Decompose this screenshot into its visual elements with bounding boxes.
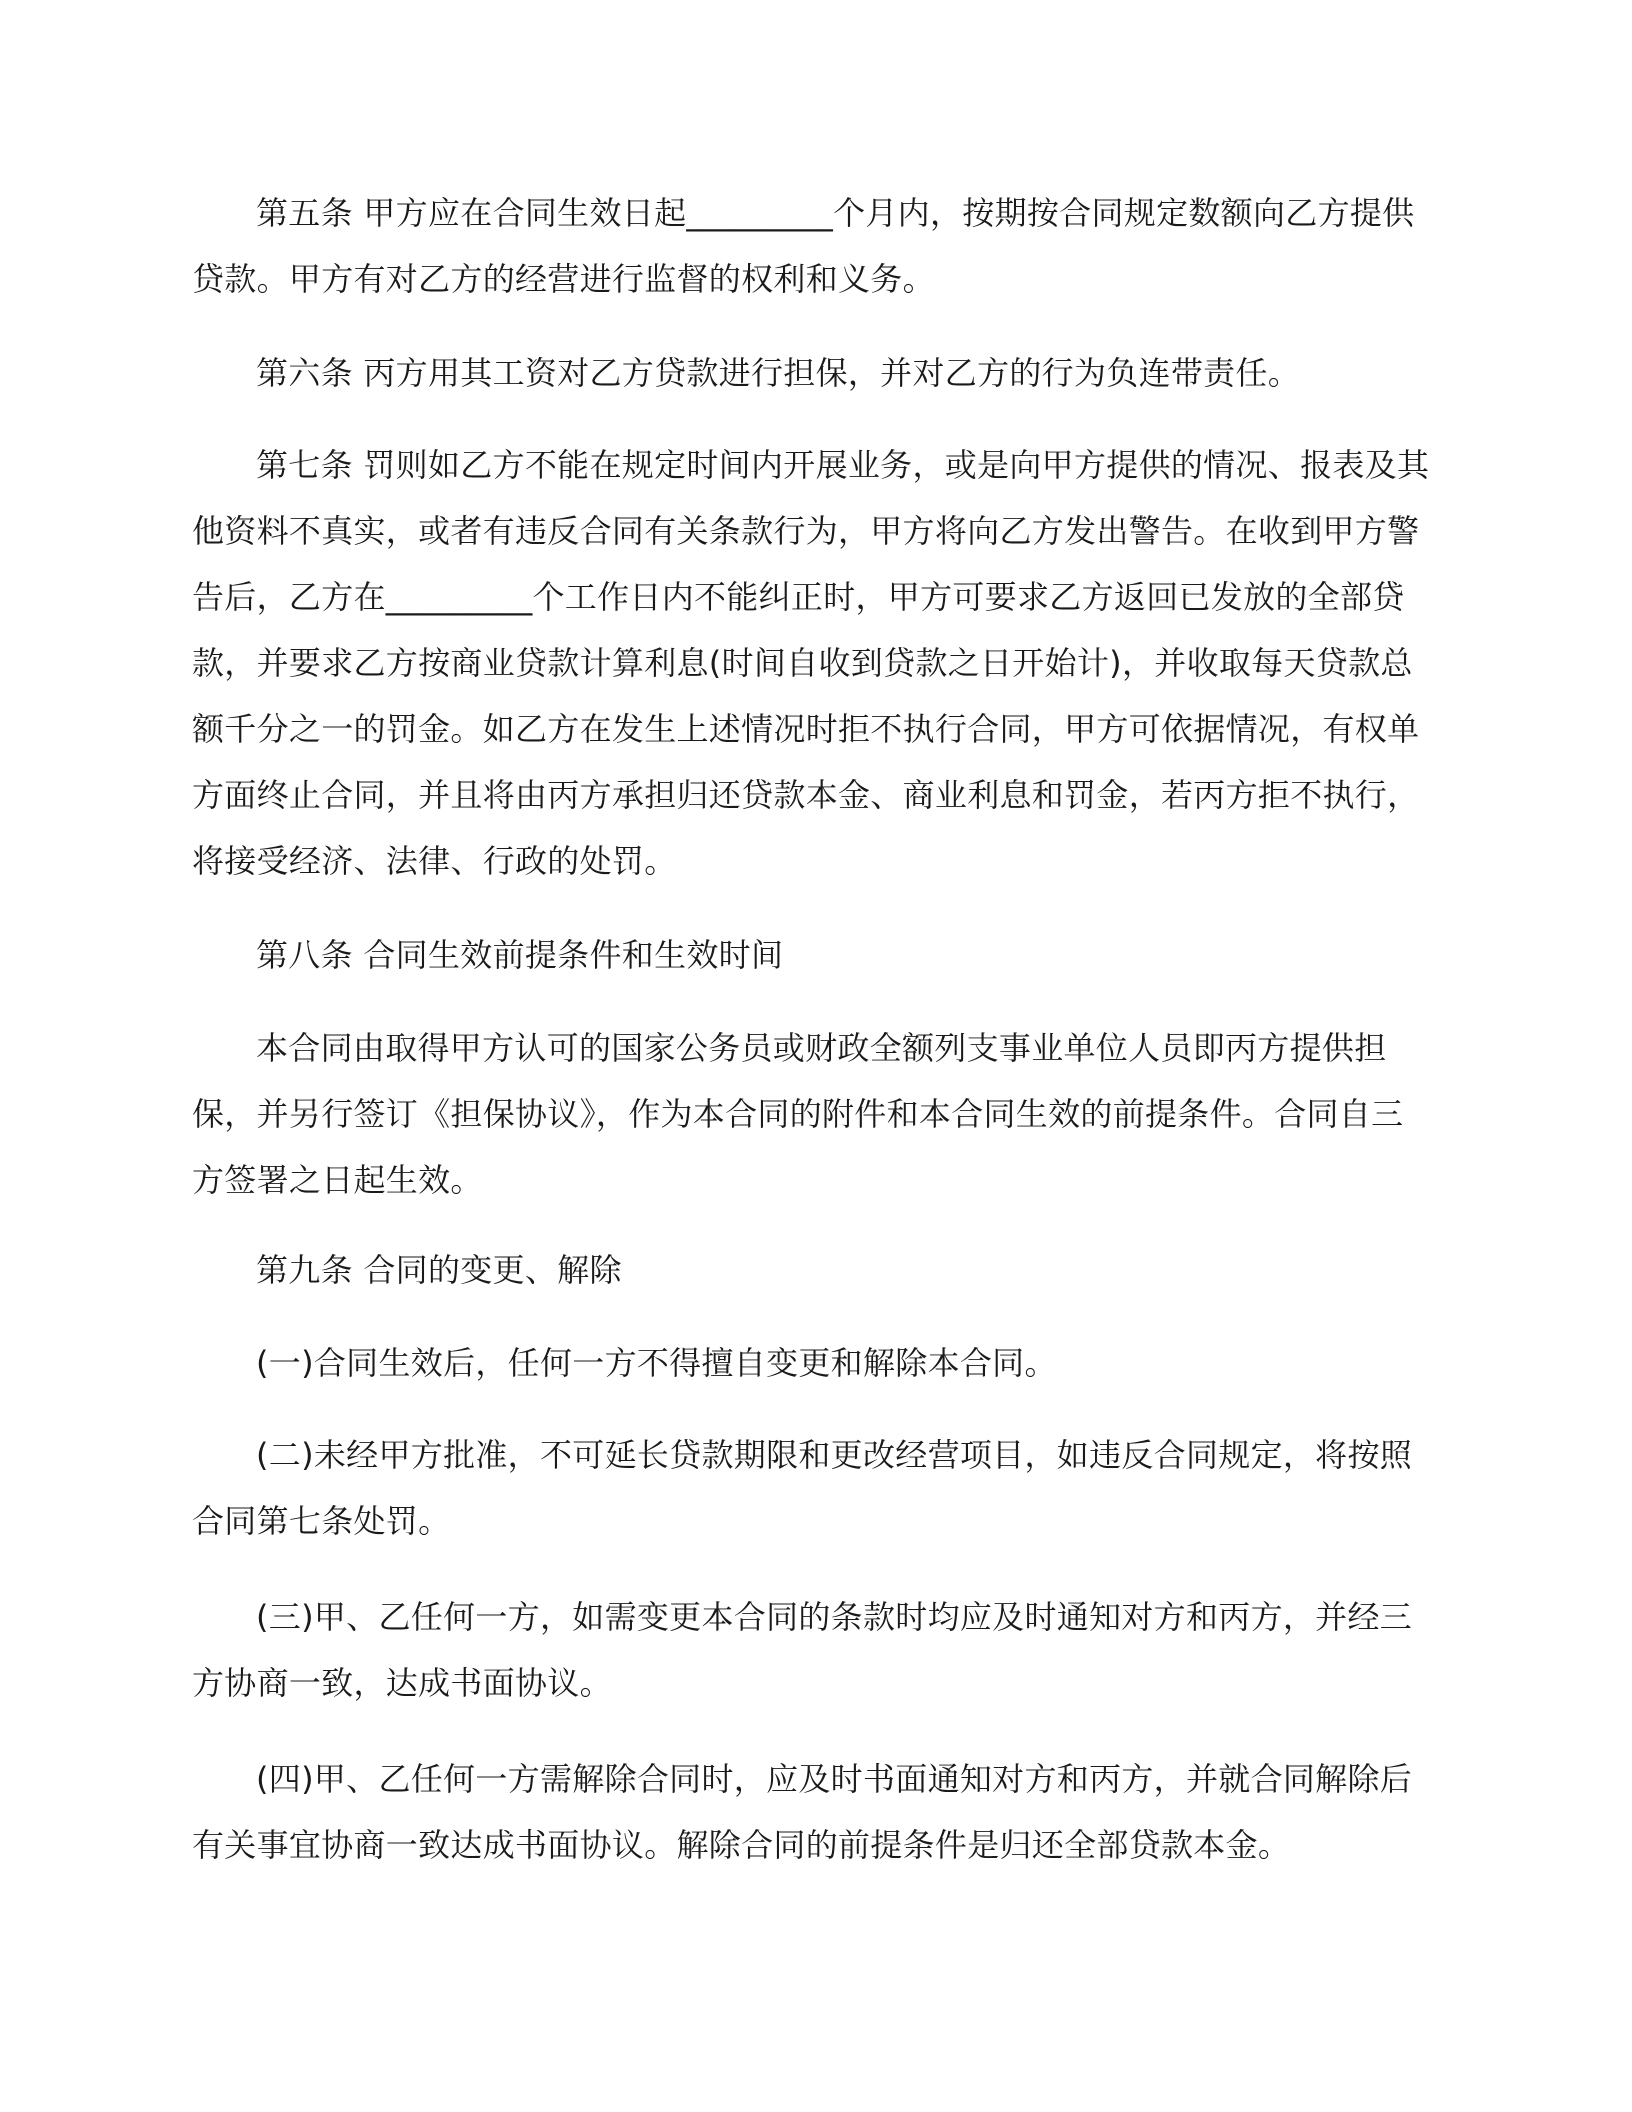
paragraph-article-6: 第六条 丙方用其工资对乙方贷款进行担保，并对乙方的行为负连带责任。 [256, 354, 1301, 392]
paragraph-article-7: 第七条 罚则如乙方不能在规定时间内开展业务，或是向甲方提供的情况、报表及其他资料不真实，或者有违反合同有关条款行为，甲方将向乙方发出警告。在收到甲方警告后，乙方在_________个工作日内不能纠正时，甲方可要求乙方返回已发放的全部贷款，并要求乙方按商业贷款计算利息(时间自收到贷款之日开始计)，并收取每天贷款总额千分之一的罚金。如乙方在发生上述情况时拒不执行合同，甲方可依据情况，有权单方面终止合同，并且将由丙方承担归还贷款本金、商业利息和罚金，若丙方拒不执行，将接受经济、法律、行政的处罚。 [192, 446, 1430, 880]
paragraph-article-5: 第五条 甲方应在合同生效日起_________个月内，按期按合同规定数额向乙方提供贷款。甲方有对乙方的经营进行监督的权利和义务。 [192, 194, 1415, 298]
paragraph-article-9-item-4: (四)甲、乙任何一方需解除合同时，应及时书面通知对方和丙方，并就合同解除后有关事宜协商一致达成书面协议。解除合同的前提条件是归还全部贷款本金。 [192, 1760, 1413, 1864]
paragraph-article-9-item-1: (一)合同生效后，任何一方不得擅自变更和解除本合同。 [256, 1344, 1057, 1382]
paragraph-article-9-heading: 第九条 合同的变更、解除 [256, 1251, 622, 1289]
paragraph-article-9-item-3: (三)甲、乙任何一方，如需变更本合同的条款时均应及时通知对方和丙方，并经三方协商一致，达成书面协议。 [192, 1598, 1413, 1702]
paragraph-article-8-heading: 第八条 合同生效前提条件和生效时间 [256, 936, 784, 974]
paragraph-article-9-item-2: (二)未经甲方批准，不可延长贷款期限和更改经营项目，如违反合同规定，将按照合同第七条处罚。 [192, 1436, 1413, 1540]
paragraph-article-8-body: 本合同由取得甲方认可的国家公务员或财政全额列支事业单位人员即丙方提供担保，并另行签订《担保协议》，作为本合同的附件和本合同生效的前提条件。合同自三方签署之日起生效。 [192, 1029, 1404, 1199]
